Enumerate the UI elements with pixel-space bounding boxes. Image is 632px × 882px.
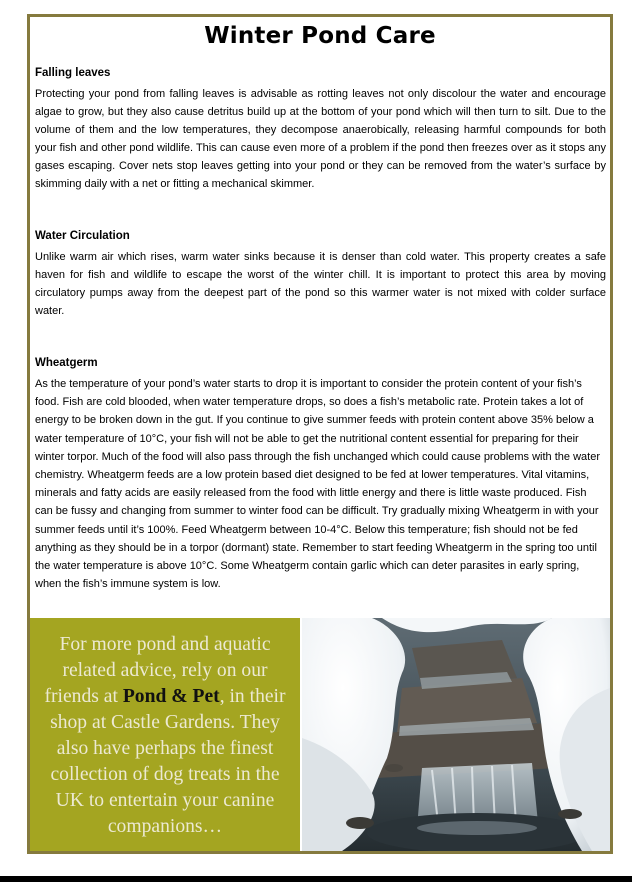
section-wheatgerm: [35, 357, 606, 593]
promo-box: [30, 618, 300, 851]
promo-text-before: For more pond and aquatic related advice, rely on our friends at: [44, 633, 271, 707]
section-heading: Falling leaves: [35, 67, 111, 79]
promo-text-after: , in their shop at Castle Gardens. They also have perhaps the finest collection of dog treats in the UK to entertain your canine companions…: [50, 685, 286, 837]
promo-text: [34, 632, 296, 840]
section-body: Unlike warm air which rises, warm water sinks because it is denser than cold water. This property creates a safe haven for fish and wildlife to escape the worst of the winter chill. It is important to protect this area by moving circulatory pumps away from the deepest part of the pond so this warmer water is not mixed with colder surface water.: [35, 251, 606, 317]
section-body: Protecting your pond from falling leaves is advisable as rotting leaves not only discolour the water and encourage algae to grow, but they also cause detritus build up at the bottom of your pond which will then turn to silt. Due to the volume of them and the low temperatures, they decompose anaerobically, releasing harmful compounds for both your fish and other pond wildlife. This can cause even more of a problem if the pond then freezes over as it stops any gases escaping. Cover nets stop leaves getting into your pond or they can be removed from the water’s surface by skimming daily with a net or fitting a mechanical skimmer.: [35, 88, 606, 190]
section-falling-leaves: [35, 67, 606, 193]
frozen-waterfall-illustration: [302, 618, 610, 851]
frozen-waterfall-photo: [302, 618, 610, 851]
section-heading: Wheatgerm: [35, 357, 98, 369]
bottom-rule: [0, 876, 632, 882]
section-heading: Water Circulation: [35, 230, 130, 242]
promo-brand-name: Pond & Pet: [122, 685, 220, 707]
page-title: Winter Pond Care: [204, 23, 436, 49]
section-water-circulation: [35, 230, 606, 320]
page-frame: [27, 14, 613, 854]
section-body: As the temperature of your pond’s water starts to drop it is important to consider the protein content of your fish’s food. Fish are cold blooded, when water temperature drops, so does a fish’s metabolic rate. Protein takes a lot of energy to be broken down in the gut. If you continue to give summer feeds with protein content above 35% below a water temperature of 10°C, your fish will not be able to get the nutritional content essential for preparing for their winter torpor. Much of the food will also pass through the fish unchanged which could cause problems with the water chemistry. Wheatgerm feeds are a low protein based diet designed to be fed at lower temperatures. Vital vitamins, minerals and fatty acids are easily released from the food with little energy and there is little waste produced. Fish can be fussy and changing from summer to winter food can be difficult. Try gradually mixing Wheatgerm in with your summer feeds until it’s 100%. Feed Wheatgerm between 10-4°C. Below this temperature; fish should not be fed anything as they should be in a torpor (dormant) state. Remember to start feeding Wheatgerm in the spring too until the water temperature is above 10°C. Some Wheatgerm contain garlic which can deter parasites in early spring, when the fish’s immune system is low.: [35, 378, 600, 591]
